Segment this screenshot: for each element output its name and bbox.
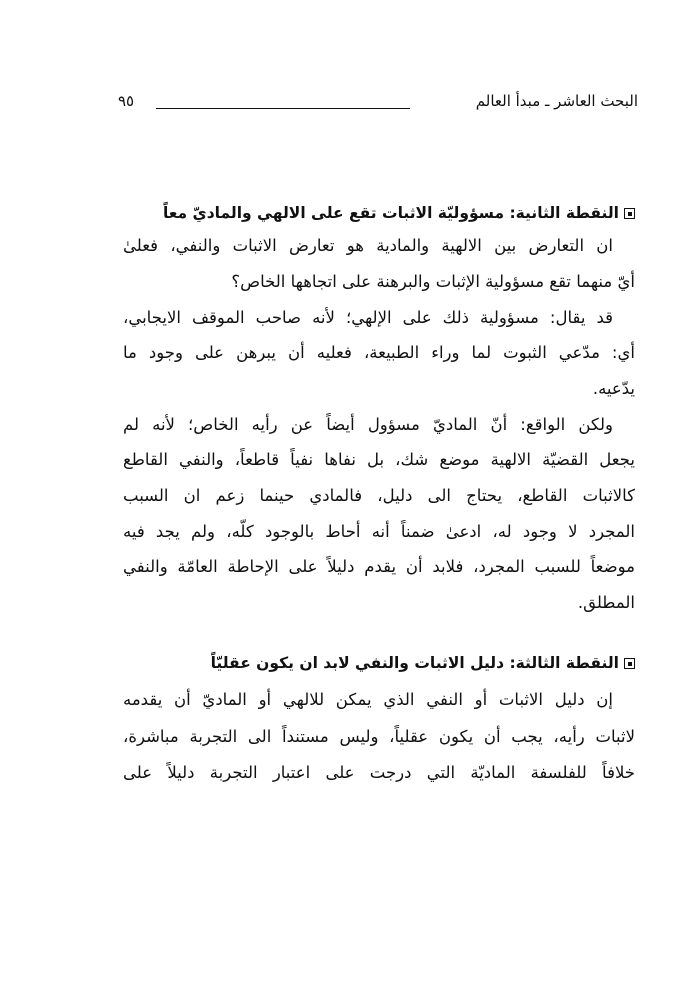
paragraph-line: إن دليل الاثبات أو النفي الذي يمكن للالهي أو الماديّ أن يقدمه [123, 690, 613, 709]
paragraph-line: ولكن الواقع: أنّ الماديّ مسؤول أيضاً عن رأيه الخاص؛ لأنه لم [123, 415, 613, 434]
running-title: البحث العاشر ـ مبدأ العالم [475, 92, 638, 110]
paragraph-line: ان التعارض بين الالهية والمادية هو تعارض الاثبات والنفي، فعلىٰ [123, 236, 613, 255]
paragraph-line: يجعل القضيّة الالهية موضع شك، بل نفاها نفياً قاطعاً، والنفي القاطع [123, 450, 635, 469]
page-number: ٩٥ [118, 92, 135, 110]
paragraph-line: المجرد لا وجود له، ادعىٰ ضمناً أنه أحاط بالوجود كلّه، ولم يجد فيه [123, 522, 635, 541]
paragraph-line: قد يقال: مسؤولية ذلك على الإلهي؛ لأنه صاحب الموقف الايجابي، [123, 308, 613, 327]
header-rule [156, 108, 410, 109]
paragraph-line: أيّ منهما تقع مسؤولية الإثبات والبرهنة على اتجاهها الخاص؟ [231, 272, 635, 291]
paragraph-line: أي: مدّعي الثبوت لما وراء الطبيعة، فعليه أن يبرهن على وجود ما [123, 343, 635, 362]
paragraph-line: يدّعيه. [592, 379, 635, 398]
heading-text: النقطة الثانية: مسؤوليّة الاثبات تقع على الالهي والماديّ معاً [162, 204, 619, 222]
paragraph-line: لاثبات رأيه، يجب أن يكون عقلياً، وليس مستنداً الى التجربة مباشرة، [123, 727, 635, 746]
heading-text: النقطة الثالثة: دليل الاثبات والنفي لابد ان يكون عقليّاً [210, 654, 619, 672]
paragraph-line: كالاثبات القاطع، يحتاج الى دليل، فالمادي حينما زعم ان السبب [123, 486, 635, 505]
section-heading-3 [123, 651, 635, 675]
paragraph-line: خلافاً للفلسفة الماديّة التي درجت على اعتبار التجربة دليلاً على [123, 763, 635, 782]
paragraph-line: المطلق. [577, 593, 635, 612]
section-heading-2 [123, 201, 635, 225]
square-bullet-icon [624, 208, 635, 219]
paragraph-line: موضعاً للسبب المجرد، فلابد أن يقدم دليلاً على الإحاطة العامّة والنفي [123, 557, 635, 576]
square-bullet-icon [624, 658, 635, 669]
running-header [118, 92, 638, 116]
